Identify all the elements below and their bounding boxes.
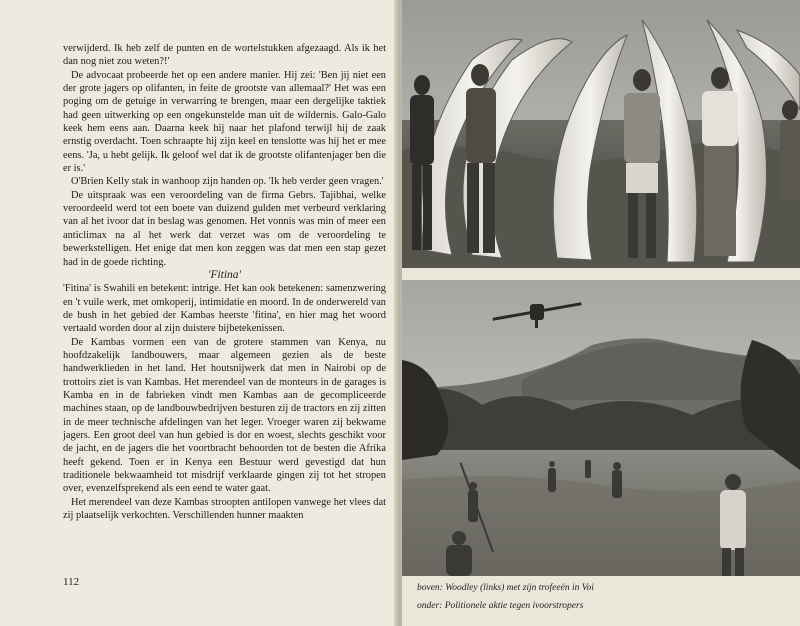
paragraph: 'Fitina' is Swahili en betekent: intrige. Het kan ook betekenen: samenzwering en 't vuile werk, met omkoperij, intimidatie en moord. In de onderwereld van de bush in het gebied der Kambas heerste 'fitina', en hier mag het woord vertaald worden door al zijn duistere bijbetekenissen. <box>63 283 386 335</box>
caption-bottom: onder: Politionele aktie tegen ivoorstropers <box>417 601 584 611</box>
paragraph: Het merendeel van deze Kambas stroopten antilopen vanwege het vlees dat zij plaatselijk verkochten. Verschillenden hunner maakten <box>63 496 386 522</box>
page-number: 112 <box>63 576 80 588</box>
section-heading: 'Fitina' <box>207 268 242 281</box>
paragraph: De advocaat probeerde het op een andere manier. Hij zei: 'Ben jij niet een der grote jagers op olifanten, in feite de grootste van allemaal?' Het was een poging om de getuige in verwarring te brengen, maar een dergelijke taktiek had geen uitwerking op een ongekunstelde man uit de wildernis. Galo-Galo keek hem eens aan. Daarna keek hij naar het plafond terwijl hij de zaak ernstig overdacht. Toen schraapte hij zijn keel en tenslotte was hij het er mee eens. 'Ja, u hebt gelijk. Ik geloof wel dat ik de grootste olifantenjager ben die er is.' <box>63 69 386 175</box>
landscape-photo <box>402 280 800 576</box>
paragraph: verwijderd. Ik heb zelf de punten en de wortelstukken afgezaagd. Als ik het dan nog niet zou weten?!' <box>63 43 386 68</box>
body-text <box>63 42 386 522</box>
tusks-photo <box>402 0 800 268</box>
caption-top: boven: Woodley (links) met zijn trofeeën in Voi <box>417 583 594 593</box>
paragraph: De uitspraak was een veroordeling van de firma Gebrs. Tajibhai, welke veroordeeld werd tot een boete van duizend gulden met verbeurd verklaring van al het ivoor dat in beslag was genomen. Het vonnis was min of meer een anticlimax na al het werk dat verzet was om de veroordeling te bewerkstelligen. Het enige dat men kon zeggen was dat men een stap gezet had in de goede richting. <box>63 189 386 268</box>
paragraph: De Kambas vormen een van de grotere stammen van Kenya, nu hoofdzakelijk landbouwers, maar algemeen gezien als de beste handwerklieden in het land. Het houtsnijwerk dat men in Nairobi op de trottoirs ziet is van Kambas. Het merendeel van de monteurs in de garages is Kamba en in de fabrieken vindt men Kambas aan de gecompliceerde machines staan, op de landbouwbedrijven besturen zij de tractors en zij zitten in de meer technische afdelingen van het leger. Vroeger waren zij bekwame jagers. Een groot deel van hun gebied is dor en woest, slechts geschikt voor de jacht, en de jagers die het voortbracht behoorden tot de besten die Afrika heeft gekend. Toen er in Kenya een Bestuur werd gevestigd dat hun traditionele bekwaamheid tot misdrijf verklaarde gingen zij tot het stropen over, evenzelfsprekend als een eend te water gaat. <box>63 336 386 495</box>
paragraph: O'Brien Kelly stak in wanhoop zijn handen op. 'Ik heb verder geen vragen.' <box>71 176 384 188</box>
